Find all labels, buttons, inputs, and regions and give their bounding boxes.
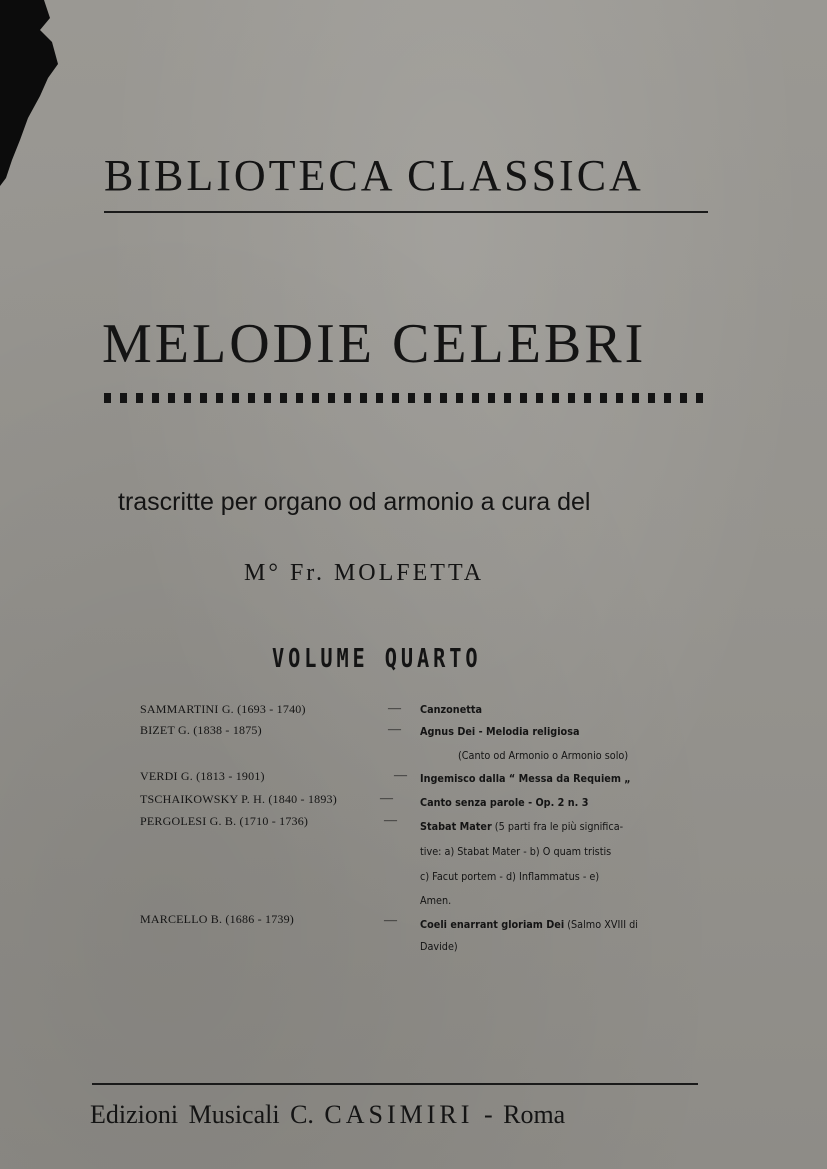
work-title-rest: c) Facut portem - d) Inflammatus - e) bbox=[420, 870, 600, 883]
work-title-continuation bbox=[420, 940, 458, 953]
publisher-line bbox=[90, 1100, 565, 1130]
composer-tschaikowsky: TSCHAIKOWSKY P. H. (1840 - 1893) bbox=[140, 792, 337, 806]
composer-sammartini: SAMMARTINI G. (1693 - 1740) bbox=[140, 702, 306, 716]
composer-verdi: VERDI G. (1813 - 1901) bbox=[140, 769, 265, 783]
work-title-bold: Ingemisco dalla “ Messa da Requiem „ bbox=[420, 772, 631, 785]
separator-dash: — bbox=[388, 700, 401, 715]
publisher-city: - Roma bbox=[483, 1100, 566, 1129]
work-title-rest: (Salmo XVIII di bbox=[564, 918, 638, 931]
work-title-continuation bbox=[420, 870, 599, 883]
work-title bbox=[420, 820, 623, 833]
separator-dash: — bbox=[388, 721, 401, 736]
series-title: BIBLIOTECA CLASSICA bbox=[104, 151, 644, 200]
volume-heading: VOLUME QUARTO bbox=[272, 644, 482, 674]
work-title-rest: Davide) bbox=[420, 940, 458, 953]
work-title-rest: (5 parti fra le più significa- bbox=[491, 820, 624, 833]
work-title-continuation bbox=[420, 845, 611, 858]
dotted-divider bbox=[104, 393, 708, 403]
publisher-name: CASIMIRI bbox=[324, 1100, 474, 1129]
publisher-prefix: Edizioni Musicali C. bbox=[90, 1100, 314, 1129]
footer-rule bbox=[92, 1083, 698, 1085]
work-title bbox=[420, 796, 588, 809]
composer-bizet: BIZET G. (1838 - 1875) bbox=[140, 723, 262, 737]
subtitle: trascritte per organo od armonio a cura del bbox=[118, 488, 591, 516]
main-title: MELODIE CELEBRI bbox=[102, 313, 647, 375]
composer-pergolesi: PERGOLESI G. B. (1710 - 1736) bbox=[140, 814, 309, 828]
composer-marcello: MARCELLO B. (1686 - 1739) bbox=[140, 912, 294, 926]
work-title-bold: Canto senza parole - Op. 2 n. 3 bbox=[420, 796, 589, 809]
separator-dash: — bbox=[384, 912, 397, 927]
work-title-rest: tive: a) Stabat Mater - b) O quam tristis bbox=[420, 845, 612, 858]
work-title-rest: (Canto od Armonio o Armonio solo) bbox=[458, 749, 629, 762]
torn-corner-graphic bbox=[0, 0, 70, 190]
work-title bbox=[420, 918, 638, 931]
separator-dash: — bbox=[394, 767, 407, 782]
separator-dash: — bbox=[380, 790, 393, 805]
work-title-bold: Canzonetta bbox=[420, 703, 483, 716]
work-title-continuation bbox=[420, 894, 451, 907]
work-title-bold: Agnus Dei - Melodia religiosa bbox=[420, 725, 580, 738]
title-underline bbox=[104, 211, 708, 213]
work-title-bold: Coeli enarrant gloriam Dei bbox=[420, 918, 565, 931]
editor-name: M° Fr. MOLFETTA bbox=[244, 560, 485, 586]
work-title bbox=[420, 703, 482, 716]
separator-dash: — bbox=[384, 812, 397, 827]
work-title bbox=[420, 772, 631, 785]
work-title-rest: Amen. bbox=[420, 894, 452, 907]
work-title-bold: Stabat Mater bbox=[420, 820, 492, 833]
work-title bbox=[420, 725, 580, 738]
work-title-continuation bbox=[458, 749, 628, 762]
